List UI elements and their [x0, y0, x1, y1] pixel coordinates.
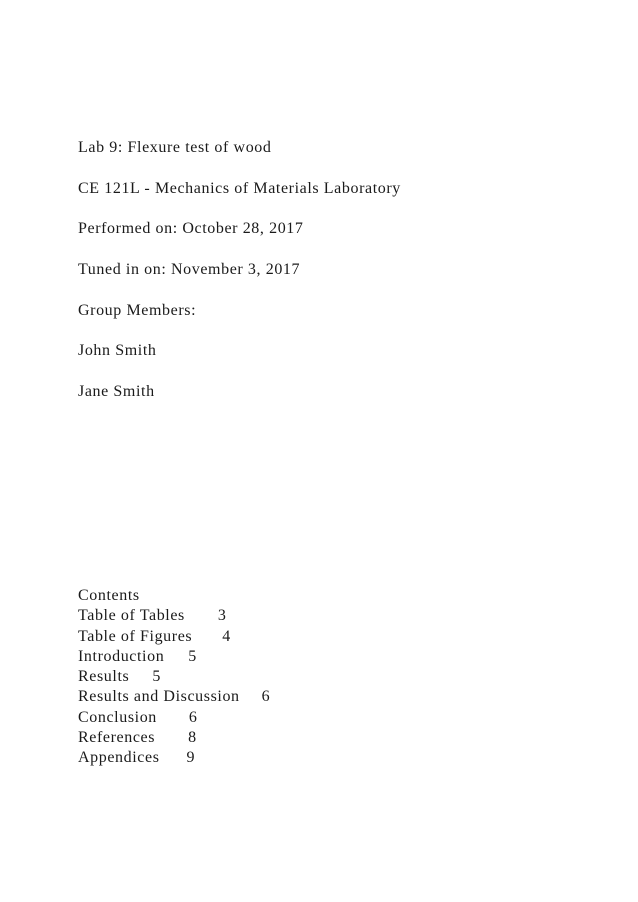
contents-heading: Contents [78, 587, 140, 604]
toc-entry-page: 6 [188, 708, 198, 726]
performed-date: Performed on: October 28, 2017 [78, 220, 304, 238]
toc-entry-results-and-discussion [78, 687, 270, 707]
toc-entry-page: 4 [222, 627, 231, 645]
toc-entry-table-of-figures [78, 627, 270, 647]
group-member-name: Jane Smith [78, 383, 155, 401]
toc-entry-page: 9 [186, 749, 196, 767]
toc-entry-introduction [78, 647, 270, 667]
course-name: CE 121L - Mechanics of Materials Laboratory [78, 179, 401, 197]
toc-entry-page: 6 [261, 688, 271, 706]
toc-entry-title: Introduction [78, 647, 165, 665]
toc-entry-page: 3 [217, 607, 227, 625]
toc-entry-table-of-tables [78, 606, 270, 626]
toc-entry-page: 8 [188, 729, 197, 747]
toc-entry-title: Results [78, 668, 130, 686]
toc-entry-title: Appendices [78, 749, 160, 767]
toc-entry-title: Table of Tables [78, 607, 185, 625]
toc-entry-title: References [78, 729, 156, 747]
turned-in-date: Tuned in on: November 3, 2017 [78, 261, 301, 279]
toc-entry-conclusion [78, 708, 270, 728]
toc-entry-title: Table of Figures [78, 627, 193, 645]
group-member-name: John Smith [78, 342, 157, 360]
group-members-label: Group Members: [78, 301, 197, 319]
lab-title: Lab 9: Flexure test of wood [78, 139, 272, 156]
toc-entry-page: 5 [188, 647, 197, 665]
table-of-contents [78, 586, 270, 769]
toc-entry-page: 5 [152, 668, 161, 686]
toc-entry-results [78, 667, 270, 687]
toc-entry-appendices [78, 748, 270, 768]
toc-entry-references [78, 728, 270, 748]
title-block [78, 138, 401, 423]
toc-entry-title: Results and Discussion [78, 688, 240, 706]
toc-entry-title: Conclusion [78, 708, 157, 726]
